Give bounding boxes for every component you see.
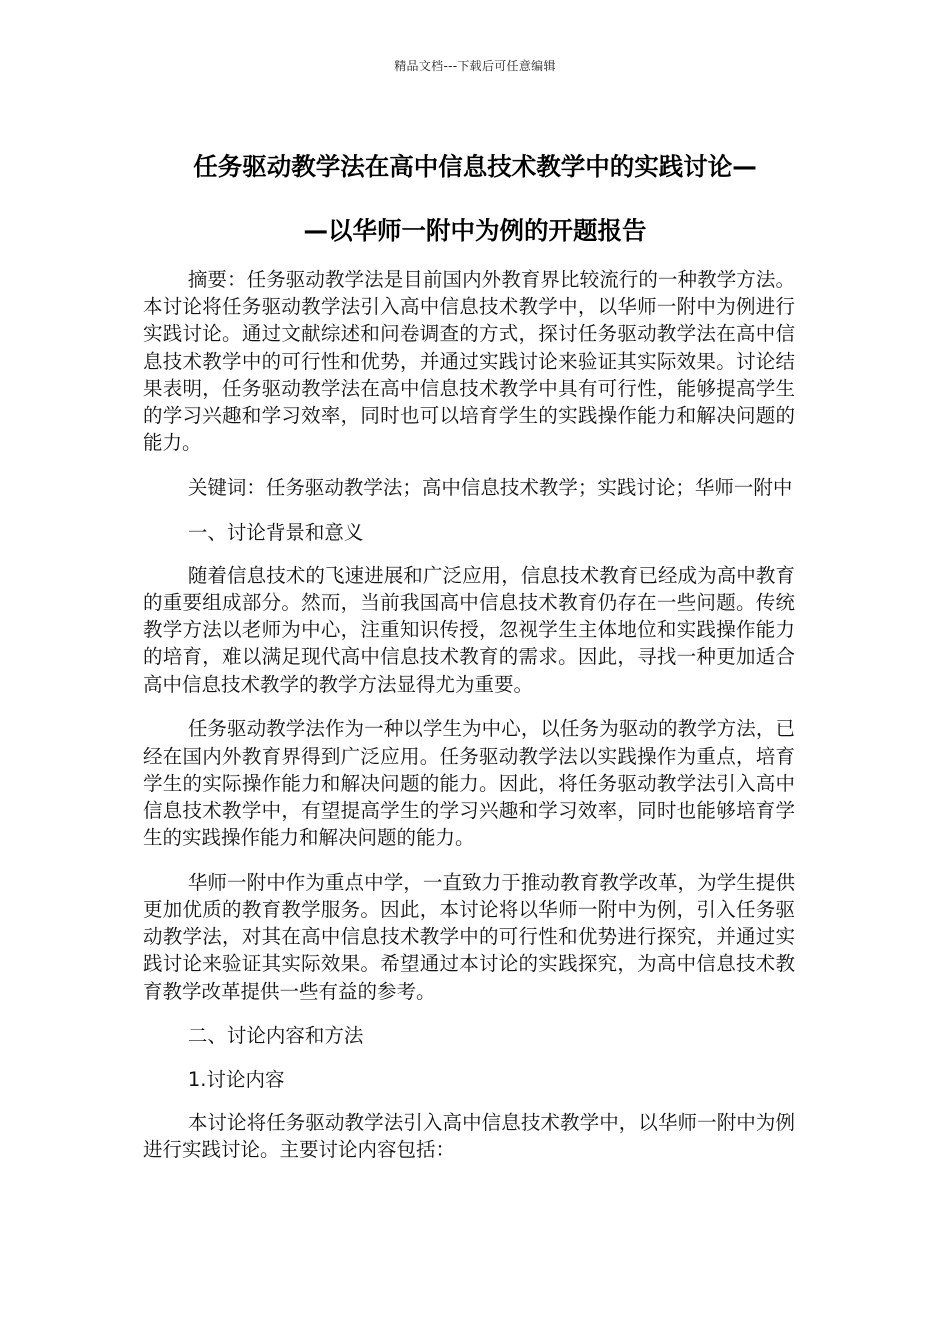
section-1-paragraph-3: 华师一附中作为重点中学，一直致力于推动教育教学改革，为学生提供更加优质的教育教学服务。因此，本讨论将以华师一附中为例，引入任务驱动教学法，对其在高中信息技术教学中的可行性和优势进行探究，并通过实践讨论来验证其实际效果。希望通过本讨论的实践探究，为高中信息技术教育教学改革提供一些有益的参考。 [143, 870, 795, 1003]
keywords-paragraph: 关键词：任务驱动教学法；高中信息技术教学；实践讨论；华师一附中 [187, 475, 793, 499]
section-1-paragraph-2: 任务驱动教学法作为一种以学生为中心，以任务为驱动的教学方法，已经在国内外教育界得到广泛应用。任务驱动教学法以实践操作为重点，培育学生的实际操作能力和解决问题的能力。因此，将任务驱动教学法引入高中信息技术教学中，有望提高学生的学习兴趣和学习效率，同时也能够培育学生的实践操作能力和解决问题的能力。 [143, 717, 795, 850]
title-line-2: —以华师一附中为例的开题报告 [303, 216, 647, 245]
page-header: 精品文档---下载后可任意编辑 [394, 59, 556, 73]
section-1-paragraph-1: 随着信息技术的飞速进展和广泛应用，信息技术教育已经成为高中教育的重要组成部分。然而，当前我国高中信息技术教育仍存在一些问题。传统教学方法以老师为中心，注重知识传授，忽视学生主体地位和实践操作能力的培育，难以满足现代高中信息技术教育的需求。因此，寻找一种更加适合高中信息技术教学的教学方法显得尤为重要。 [143, 563, 795, 696]
title-line-1: 任务驱动教学法在高中信息技术教学中的实践讨论— [193, 152, 757, 181]
section-2-heading: 二、讨论内容和方法 [187, 1024, 364, 1048]
document-body [143, 266, 795, 1181]
section-2-subheading: 1.讨论内容 [187, 1067, 285, 1091]
document-title [135, 135, 815, 263]
abstract-paragraph: 摘要：任务驱动教学法是目前国内外教育界比较流行的一种教学方法。本讨论将任务驱动教学法引入高中信息技术教学中，以华师一附中为例进行实践讨论。通过文献综述和问卷调查的方式，探讨任务驱动教学法在高中信息技术教学中的可行性和优势，并通过实践讨论来验证其实际效果。讨论结果表明，任务驱动教学法在高中信息技术教学中具有可行性，能够提高学生的学习兴趣和学习效率，同时也可以培育学生的实践操作能力和解决问题的能力。 [143, 268, 795, 455]
section-1-heading: 一、讨论背景和意义 [187, 520, 364, 544]
section-2-paragraph-1: 本讨论将任务驱动教学法引入高中信息技术教学中，以华师一附中为例进行实践讨论。主要讨论内容包括： [143, 1110, 795, 1161]
